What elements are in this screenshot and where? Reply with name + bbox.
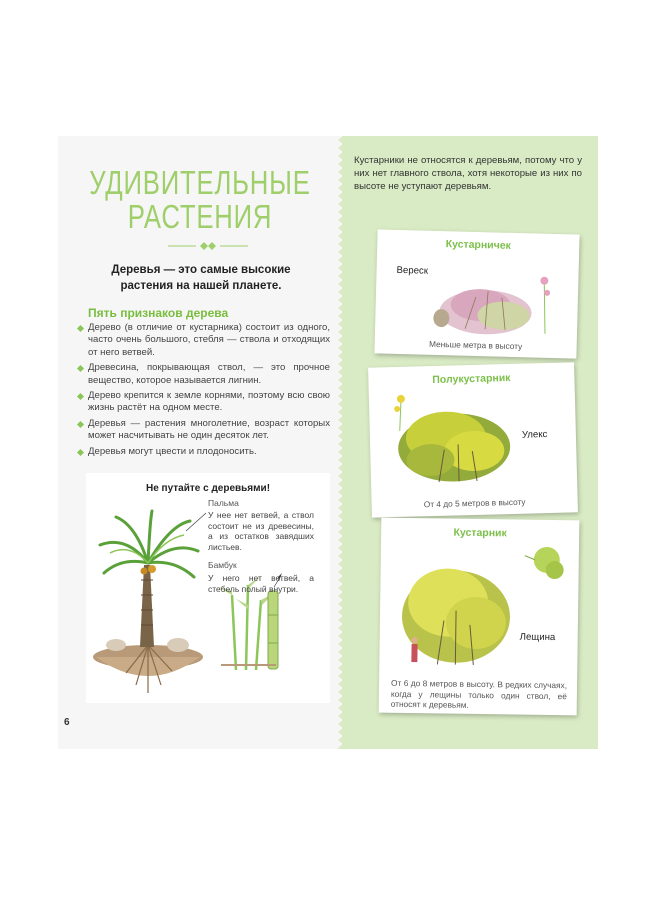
palm-text: У нее нет ветвей, а ствол состоит не из древесины, а из остатков завядших листьев. <box>208 510 314 552</box>
plant-name: Лещина <box>519 631 556 644</box>
bullet-list <box>78 322 330 461</box>
card-gorse <box>368 362 578 517</box>
torn-edge-decoration <box>336 136 350 749</box>
card-title: Полукустарник <box>432 371 511 387</box>
hazel-illustration <box>393 540 579 675</box>
title-line-1: УДИВИТЕЛЬНЫЕ <box>89 164 311 201</box>
card-caption: От 4 до 5 метров в высоту <box>423 496 526 510</box>
lead-text: Деревья — это самые высокие растения на нашей планете. <box>111 264 291 292</box>
right-intro: Кустарники не относятся к деревьям, потому что у них нет главного ствола, хотя некоторые из них по высоте не уступают деревьям. <box>354 155 582 192</box>
bullet-item: Деревья могут цвести и плодоносить. <box>78 446 330 458</box>
heather-illustration <box>425 256 567 340</box>
card-title: Кустарничек <box>445 238 512 252</box>
gorse-illustration <box>387 388 530 492</box>
bullet-item: Древесина, покрывающая ствол, — это прочное вещество, которое называется лигнин. <box>78 362 330 387</box>
page-title <box>89 166 311 234</box>
bullet-item: Деревья — растения многолетние, возраст которых может насчитывать не один десяток лет. <box>78 418 330 443</box>
plant-name: Вереск <box>396 264 429 277</box>
bullet-item: Дерево (в отличие от кустарника) состоит из одного, часто очень большого, стебля — ствола и отходящих от него ветвей. <box>78 322 330 359</box>
section-subtitle: Пять признаков дерева <box>88 306 229 320</box>
box-title: Не путайте с деревьями! <box>145 483 271 494</box>
card-caption: Меньше метра в высоту <box>428 338 523 352</box>
left-page <box>58 136 342 749</box>
title-line-2: РАСТЕНИЯ <box>127 198 273 235</box>
book-spread <box>58 136 598 749</box>
card-title: Кустарник <box>453 526 507 540</box>
plant-name: Улекс <box>521 429 548 441</box>
page-number: 6 <box>64 717 70 728</box>
bullet-item: Дерево крепится к земле корнями, поэтому всю свою жизнь растёт на одном месте. <box>78 390 330 415</box>
bamboo-text: У него нет ветвей, а стебель полый внутри. <box>208 573 314 594</box>
card-hazel <box>379 518 580 716</box>
card-caption: От 6 до 8 метров в высоту. В редких случаях, когда у лещины только один ствол, её относят к деревьям. <box>390 677 568 710</box>
bamboo-label: Бамбук <box>208 560 237 570</box>
dont-confuse-box <box>86 473 330 703</box>
palm-label: Пальма <box>208 498 239 508</box>
card-heather <box>374 229 579 358</box>
ornament-icon <box>168 240 248 252</box>
